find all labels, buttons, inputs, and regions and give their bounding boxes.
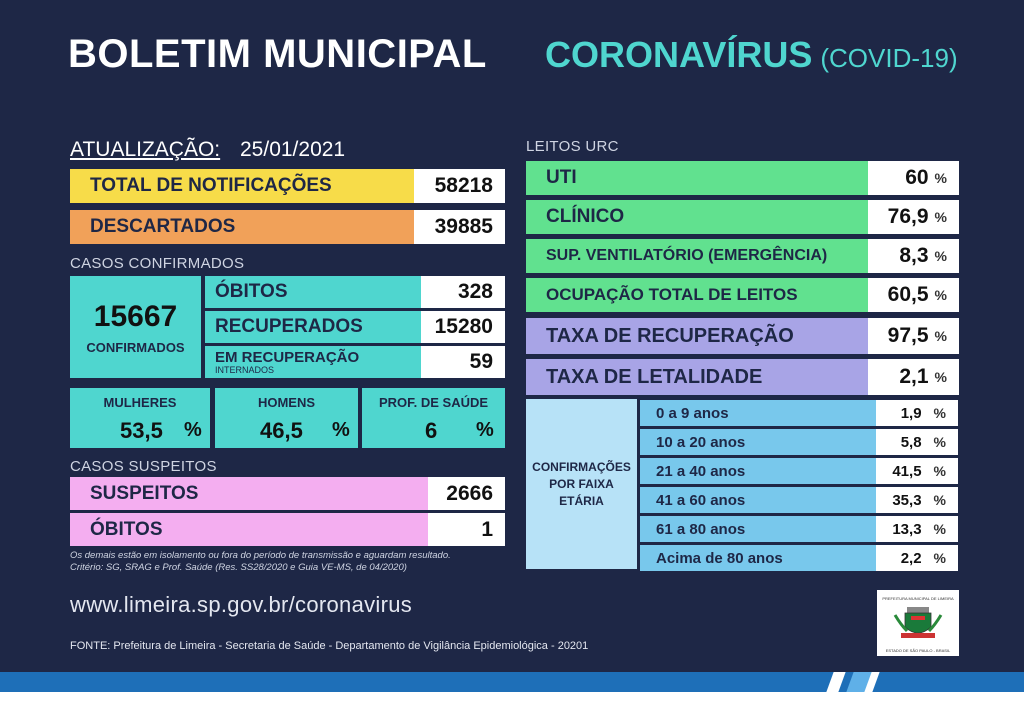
- age-row: [640, 458, 958, 484]
- age-row-label: 21 a 40 anos: [640, 458, 876, 484]
- lethality-rate-value: 2,1: [899, 365, 929, 388]
- bed-value-box-ventilatory: [868, 239, 959, 273]
- bed-value-clinical: 76,9: [887, 205, 929, 228]
- page-title: BOLETIM MUNICIPAL: [68, 32, 487, 76]
- age-row-value-box: [876, 487, 958, 513]
- bed-row-uti: [526, 161, 959, 195]
- age-row-value-box: [876, 458, 958, 484]
- bed-unit-uti: %: [934, 170, 947, 186]
- beds-section-title: LEITOS URC: [526, 138, 619, 155]
- discarded-value: 39885: [414, 210, 505, 244]
- age-row-label: 61 a 80 anos: [640, 516, 876, 542]
- deaths-value: 328: [421, 276, 505, 308]
- recovered-value: 15280: [421, 311, 505, 343]
- age-group-label: CONFIRMAÇÕES POR FAIXA ETÁRIA: [526, 399, 637, 569]
- deaths-row: [205, 276, 505, 308]
- lethality-rate-unit: %: [934, 369, 947, 385]
- bed-unit-total: %: [934, 287, 947, 303]
- bed-label-clinical: CLÍNICO: [526, 200, 868, 234]
- bed-value-box-clinical: [868, 200, 959, 234]
- suspected-deaths-value: 1: [428, 513, 505, 546]
- website-url: www.limeira.sp.gov.br/coronavirus: [70, 592, 413, 617]
- discarded-row: [70, 210, 505, 244]
- age-row: [640, 487, 958, 513]
- logo-bottom-text: ESTADO DE SÃO PAULO - BRASIL: [885, 648, 951, 653]
- source-text: FONTE: Prefeitura de Limeira - Secretaria de Saúde - Departamento de Vigilância Epidemiológica - 20201: [70, 640, 589, 652]
- subtitle-main: CORONAVÍRUS: [545, 34, 813, 75]
- subtitle-small: (COVID-19): [820, 43, 958, 73]
- bed-value-uti: 60: [905, 166, 929, 189]
- women-label: MULHERES: [103, 395, 177, 410]
- suspected-deaths-label: ÓBITOS: [70, 513, 428, 546]
- age-row: [640, 545, 958, 571]
- age-row-unit: %: [933, 434, 946, 450]
- confirmed-count-box: [70, 276, 201, 378]
- age-row-value-box: [876, 400, 958, 426]
- suspected-value: 2666: [428, 477, 505, 510]
- recovering-sublabel: INTERNADOS: [215, 364, 275, 375]
- bed-unit-clinical: %: [934, 209, 947, 225]
- age-row-value: 35,3: [892, 491, 922, 509]
- age-row-label: 0 a 9 anos: [640, 400, 876, 426]
- health-workers-value: 6: [425, 418, 438, 443]
- suspected-row: [70, 477, 505, 510]
- bottom-white-band: [0, 692, 1024, 701]
- confirmed-section-title: CASOS CONFIRMADOS: [70, 255, 245, 272]
- note-isolation: Os demais estão em isolamento ou fora do período de transmissão e aguardam resultado.: [70, 550, 451, 561]
- bed-value-box-total: [868, 278, 959, 312]
- age-row-unit: %: [933, 521, 946, 537]
- bed-value-total: 60,5: [887, 283, 929, 306]
- age-row-value: 5,8: [900, 433, 922, 451]
- bed-label-uti: UTI: [526, 161, 868, 195]
- bed-row-total: [526, 278, 959, 312]
- update-date: 25/01/2021: [240, 138, 346, 161]
- men-box: [215, 388, 358, 448]
- recovery-rate-unit: %: [934, 328, 947, 344]
- suspected-label: SUSPEITOS: [70, 477, 428, 510]
- age-row-unit: %: [933, 463, 946, 479]
- recovering-row: [205, 346, 505, 378]
- age-row-value-box: [876, 516, 958, 542]
- age-row-unit: %: [933, 550, 946, 566]
- total-notifications-label: TOTAL DE NOTIFICAÇÕES: [70, 169, 414, 203]
- age-row-value: 41,5: [892, 462, 922, 480]
- lethality-rate-value-box: [868, 359, 959, 395]
- discarded-label: DESCARTADOS: [70, 210, 414, 244]
- municipal-logo: [877, 590, 959, 656]
- deaths-label: ÓBITOS: [205, 276, 421, 308]
- bed-unit-ventilatory: %: [934, 248, 947, 264]
- health-workers-box: [362, 388, 505, 448]
- health-workers-label: PROF. DE SAÚDE: [378, 395, 489, 410]
- age-row: [640, 516, 958, 542]
- health-workers-unit: %: [476, 419, 494, 441]
- lethality-rate-label: TAXA DE LETALIDADE: [526, 359, 868, 395]
- age-row: [640, 400, 958, 426]
- men-unit: %: [332, 419, 350, 441]
- page-subtitle: [545, 34, 958, 76]
- recovered-label: RECUPERADOS: [205, 311, 421, 343]
- men-value: 46,5: [260, 418, 303, 443]
- confirmed-count: 15667: [93, 299, 178, 333]
- suspected-deaths-row: [70, 513, 505, 546]
- total-notifications-value: 58218: [414, 169, 505, 203]
- age-row-label: 41 a 60 anos: [640, 487, 876, 513]
- logo-top-text: PREFEITURA MUNICIPAL DE LIMEIRA: [882, 596, 954, 601]
- age-row-label: Acima de 80 anos: [640, 545, 876, 571]
- recovery-rate-value-box: [868, 318, 959, 354]
- age-row-value: 2,2: [900, 549, 922, 567]
- bed-row-ventilatory: [526, 239, 959, 273]
- recovering-label-box: [205, 346, 421, 378]
- recovering-value: 59: [421, 346, 505, 378]
- recovering-label: EM RECUPERAÇÃO: [215, 348, 360, 366]
- age-row-value-box: [876, 545, 958, 571]
- women-box: [70, 388, 210, 448]
- age-row-unit: %: [933, 405, 946, 421]
- bed-value-ventilatory: 8,3: [899, 244, 929, 267]
- recovery-rate-row: [526, 318, 959, 354]
- age-row-unit: %: [933, 492, 946, 508]
- age-row-label: 10 a 20 anos: [640, 429, 876, 455]
- total-notifications-row: [70, 169, 505, 203]
- bed-value-box-uti: [868, 161, 959, 195]
- note-criteria: Critério: SG, SRAG e Prof. Saúde (Res. SS28/2020 e Guia VE-MS, de 04/2020): [70, 562, 407, 573]
- women-unit: %: [184, 419, 202, 441]
- bed-label-ventilatory: SUP. VENTILATÓRIO (EMERGÊNCIA): [526, 239, 868, 273]
- municipal-coat-of-arms-icon: [877, 601, 959, 643]
- recovered-row: [205, 311, 505, 343]
- men-label: HOMENS: [257, 395, 316, 410]
- age-row-value-box: [876, 429, 958, 455]
- suspected-section-title: CASOS SUSPEITOS: [70, 458, 217, 475]
- bed-label-total: OCUPAÇÃO TOTAL DE LEITOS: [526, 278, 868, 312]
- update-label: ATUALIZAÇÃO:: [70, 138, 221, 161]
- recovery-rate-value: 97,5: [887, 324, 929, 347]
- recovery-rate-label: TAXA DE RECUPERAÇÃO: [526, 318, 868, 354]
- age-row-value: 13,3: [892, 520, 922, 538]
- bed-row-clinical: [526, 200, 959, 234]
- age-row: [640, 429, 958, 455]
- women-value: 53,5: [120, 418, 163, 443]
- age-row-value: 1,9: [900, 404, 922, 422]
- lethality-rate-row: [526, 359, 959, 395]
- confirmed-count-label: CONFIRMADOS: [86, 339, 185, 355]
